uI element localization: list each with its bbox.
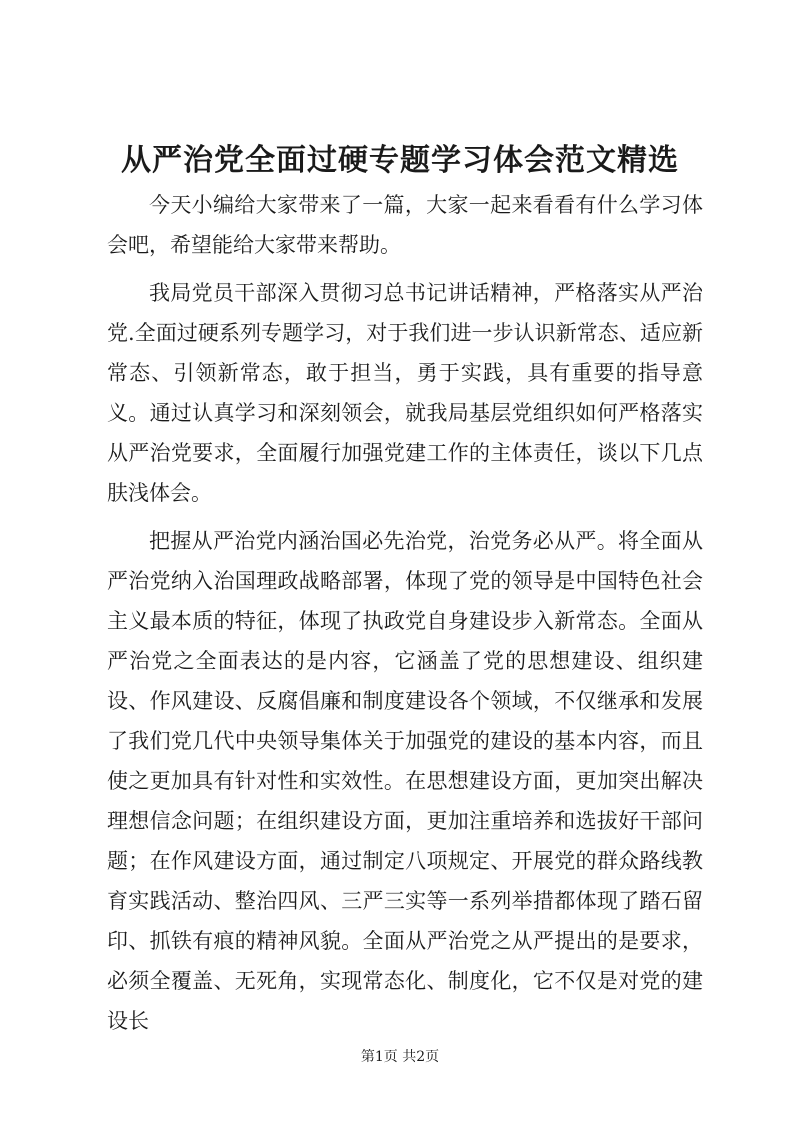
paragraph-intro: 今天小编给大家带来了一篇，大家一起来看看有什么学习体会吧，希望能给大家带来帮助。 xyxy=(107,193,703,257)
paragraph-3: 把握从严治党内涵治国必先治党，治党务必从严。将全面从严治党纳入治国理政战略部署，体现了党的领导是中国特色社会主义最本质的特征，体现了执政党自身建设步入新常态。全面从严治党之全面表达的是内容，它涵盖了党的思想建设、组织建设、作风建设、反腐倡廉和制度建设各个领域，不仅继承和发展了我们党几代中央领导集体关于加强党的建设的基本内容，而且使之更加具有针对性和实效性。在思想建设方面，更加突出解决理想信念问题；在组织建设方面，更加注重培养和选拔好干部问题；在作风建设方面，通过制定八项规定、开展党的群众路线教育实践活动、整治四风、三严三实等一系列举措都体现了踏石留印、抓铁有痕的精神风貌。全面从严治党之从严提出的是要求，必须全覆盖、无死角，实现常态化、制度化，它不仅是对党的建设长 xyxy=(107,529,703,1033)
document-title: 从严治党全面过硬专题学习体会范文精选 xyxy=(121,143,679,178)
document-body xyxy=(107,185,703,1049)
page-footer: 第1页 共2页 xyxy=(360,1049,440,1065)
paragraph-2: 我局党员干部深入贯彻习总书记讲话精神，严格落实从严治党.全面过硬系列专题学习，对于我们进一步认识新常态、适应新常态、引领新常态，敢于担当，勇于实践，具有重要的指导意义。通过认真学习和深刻领会，就我局基层党组织如何严格落实从严治党要求，全面履行加强党建工作的主体责任，谈以下几点肤浅体会。 xyxy=(107,281,703,505)
